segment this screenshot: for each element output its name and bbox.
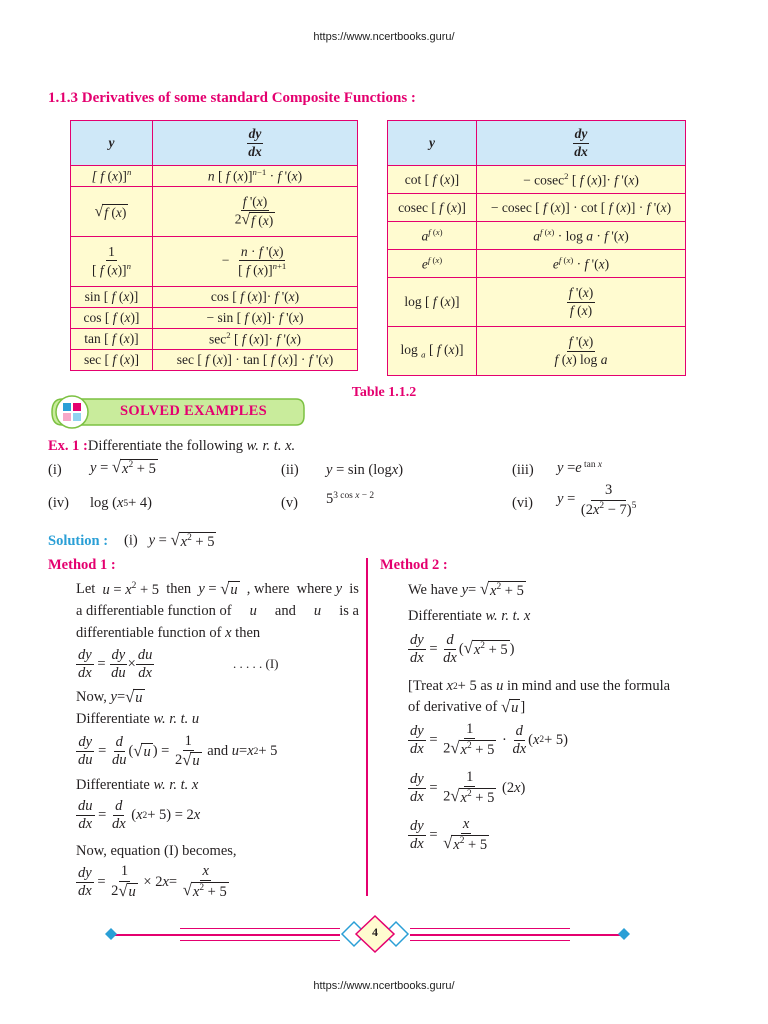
column-header-y: y bbox=[388, 121, 477, 166]
solution-label: Solution : bbox=[48, 532, 109, 549]
method1-label: Method 1 : bbox=[48, 557, 116, 573]
table-cell: cot [ f (x)] bbox=[388, 166, 477, 194]
table-cell: cos [ f (x)] bbox=[71, 308, 153, 329]
table-cell: $a^{f (x)} \cdot \log a \cdot f$ '(x) bbox=[477, 222, 686, 250]
table-cell: $\frac{f '(x)}{f (x)}$ bbox=[477, 278, 686, 327]
diamond-icon bbox=[104, 927, 118, 941]
method2-label: Method 2 : bbox=[380, 557, 448, 573]
table-cell: [ f (x)]$^n$ bbox=[71, 166, 153, 187]
method2-result: $\frac{dy}{dx}$ = x √ $x^2 + 5$ bbox=[410, 816, 488, 854]
table-cell: − cosec$^2$ [ f (x)]· f '(x) bbox=[477, 166, 686, 194]
method1-result: $\frac{dy}{dx}$ = 1 2 √ u × 2 x = x √ $x^2 + 5$ bbox=[78, 863, 227, 901]
example-wrt: w. r. t. x. bbox=[246, 438, 296, 454]
method-divider bbox=[366, 558, 368, 896]
method2-treat-2: of derivative of √ u ] bbox=[408, 697, 526, 716]
table-cell: $a^{f (x)}$ bbox=[388, 222, 477, 250]
method1-now-eq: Now, equation (I) becomes, bbox=[76, 843, 237, 859]
method2-step1: $\frac{dy}{dx}$ = $\frac{d}{dx}$ ( √ $x^2 + 5$ ) bbox=[410, 632, 515, 667]
derivatives-table-left bbox=[70, 120, 358, 371]
method1-line1: Let $u = x^2 + 5$ then y = √ u , where where y is bbox=[76, 579, 359, 599]
method2-step3: $\frac{dy}{dx}$ = 1 2 √ $x^2 + 5$ (2 x ) bbox=[410, 769, 526, 807]
table-cell: sec [ f (x)] bbox=[71, 350, 153, 371]
part-i-label: (i) bbox=[48, 462, 62, 478]
table-cell: sin [ f (x)] bbox=[71, 287, 153, 308]
derivatives-table-right bbox=[387, 120, 686, 376]
table-cell: log [ f (x)] bbox=[388, 278, 477, 327]
table-caption: Table 1.1.2 bbox=[351, 385, 417, 400]
method1-dydu: $\frac{dy}{du}$ = $\frac{d}{du}$ ( √ u ) = 1 2 √ u and u = x 2 + 5 bbox=[78, 733, 278, 770]
table-cell: √ f (x) bbox=[71, 187, 153, 237]
table-cell: log $_a$ [ f (x)] bbox=[388, 327, 477, 376]
part-iv-label: (iv) bbox=[48, 495, 69, 511]
table-cell: f '(x) 2 √ f (x) bbox=[153, 187, 358, 237]
table-cell: cos [ f (x)]· f '(x) bbox=[153, 287, 358, 308]
solution-line: Solution : (i) y = √ $x^2 + 5$ bbox=[48, 530, 215, 550]
table-cell: tan [ f (x)] bbox=[71, 329, 153, 350]
solved-examples-label: SOLVED EXAMPLES bbox=[120, 403, 267, 419]
page-number: 4 bbox=[372, 925, 378, 939]
equation-tag: . . . . . (I) bbox=[233, 656, 279, 671]
part-v-expr: 5 $^{3 cos x - 2}$ bbox=[326, 490, 375, 507]
diamond-icon bbox=[617, 927, 631, 941]
table-cell: − $\frac{n \cdot f '(x)}{[ f (x)]^{n+1}}$ bbox=[153, 237, 358, 287]
method1-line2: a differentiable function of u and u is a bbox=[76, 603, 359, 619]
footer-line-right-thin-2 bbox=[410, 940, 570, 941]
example-text: Differentiate the following bbox=[87, 438, 244, 454]
part-iv-expr: log ( x 5 + 4) bbox=[90, 495, 153, 511]
footer-line-right-thin bbox=[410, 928, 570, 929]
example-label: Ex. 1 : bbox=[48, 438, 88, 454]
method1-diff-x: Differentiate w. r. t. x bbox=[76, 777, 199, 793]
part-vi-label: (vi) bbox=[512, 495, 533, 511]
method1-now: Now, y = √ u bbox=[76, 687, 143, 706]
footer-line-left-thin bbox=[180, 928, 340, 929]
part-iii-label: (iii) bbox=[512, 462, 534, 478]
table-cell: − cosec [ f (x)] · cot [ f (x)] · f '(x) bbox=[477, 194, 686, 222]
table-cell: sec [ f (x)] · tan [ f (x)] · f '(x) bbox=[153, 350, 358, 371]
column-header-dydx: $\frac{dy}{dx}$ bbox=[477, 121, 686, 166]
header-url[interactable]: https://www.ncertbooks.guru/ bbox=[313, 31, 455, 43]
footer-line-right bbox=[410, 934, 622, 936]
table-cell: $e^{f (x)}$ bbox=[388, 250, 477, 278]
method1-line3: differentiable function of x then bbox=[76, 625, 261, 641]
column-header-dydx: $\frac{dy}{dx}$ bbox=[153, 121, 358, 166]
footer-url[interactable]: https://www.ncertbooks.guru/ bbox=[313, 980, 455, 992]
section-title: 1.1.3 Derivatives of some standard Composite Functions : bbox=[48, 90, 416, 106]
part-v-label: (v) bbox=[281, 495, 298, 511]
table-cell: $e^{f (x)} \cdot f$ '(x) bbox=[477, 250, 686, 278]
table-cell: $\sec^2$ [ f (x)]· f '(x) bbox=[153, 329, 358, 350]
method2-diff: Differentiate w. r. t. x bbox=[408, 608, 531, 624]
puzzle-icon bbox=[54, 394, 90, 430]
solved-examples-tag bbox=[48, 396, 306, 428]
footer-line-left bbox=[112, 934, 340, 936]
method1-diff-u: Differentiate w. r. t. u bbox=[76, 711, 200, 727]
footer-line-left-thin-2 bbox=[180, 940, 340, 941]
part-ii-label: (ii) bbox=[281, 462, 299, 478]
table-cell: − sin [ f (x)]· f '(x) bbox=[153, 308, 358, 329]
table-cell: cosec [ f (x)] bbox=[388, 194, 477, 222]
part-i-expr: y = √ $x^2 + 5$ bbox=[90, 457, 156, 477]
table-cell: $\frac{1}{[ f (x)]^n}$ bbox=[71, 237, 153, 287]
table-cell: n [ f (x)]$^{n-1}$ · f '(x) bbox=[153, 166, 358, 187]
method1-chain-rule: $\frac{dy}{dx}$ = $\frac{dy}{du}$ × $\frac{du}{dx}$ bbox=[78, 647, 153, 682]
method1-dudx: $\frac{du}{dx}$ = $\frac{d}{dx}$ ( x 2 + 5) = 2 x bbox=[78, 798, 201, 833]
example-line bbox=[48, 438, 295, 455]
part-vi-expr: y = $\frac{3}{(2x^2 - 7)^5}$ bbox=[557, 482, 637, 519]
part-ii-expr: y = sin (log x ) bbox=[326, 462, 404, 478]
method2-treat: [Treat x 2 + 5 as u in mind and use the formula bbox=[408, 678, 671, 694]
method2-step2: $\frac{dy}{dx}$ = 1 2 √ $x^2 + 5$ · $\frac{d}{dx}$ ( x 2 + 5) bbox=[410, 721, 569, 759]
table-cell: $\frac{f '(x)}{\text{f (x) log a}}$ bbox=[477, 327, 686, 376]
column-header-y: y bbox=[71, 121, 153, 166]
part-iii-expr: y = e $^{tan x}$ bbox=[557, 459, 603, 476]
method2-we-have: We have y = √ $x^2 + 5$ bbox=[408, 579, 524, 599]
